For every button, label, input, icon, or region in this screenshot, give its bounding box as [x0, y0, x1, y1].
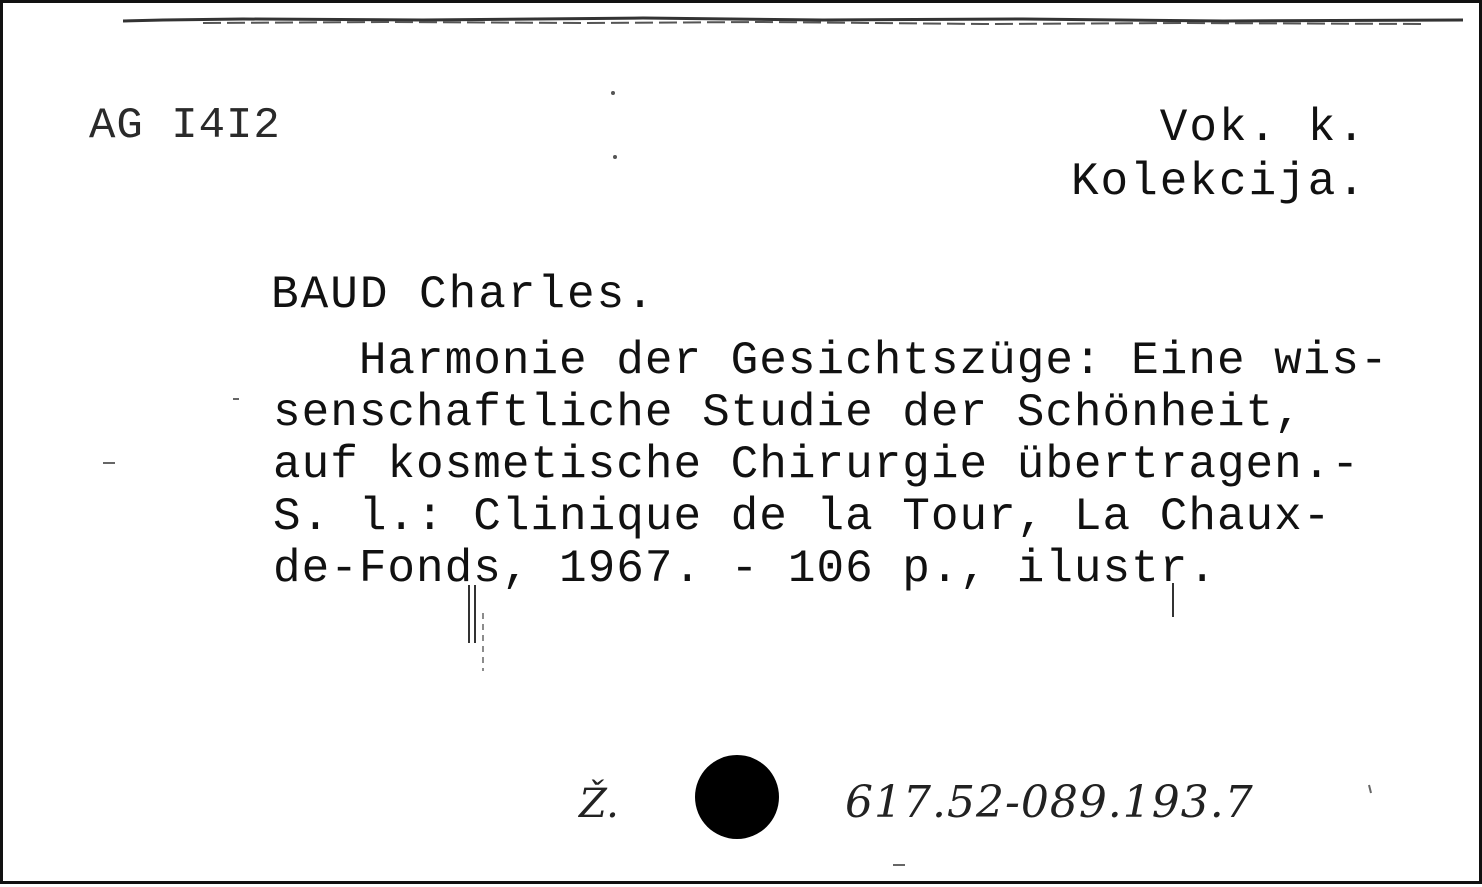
collection-line-1: Vok. k. — [1159, 102, 1367, 154]
collection-line-2: Kolekcija. — [1070, 156, 1367, 208]
description-line: de-Fonds, 1967. - 106 p., ilustr. — [273, 543, 1217, 595]
bibliographic-description — [273, 335, 1473, 595]
description-line: auf kosmetische Chirurgie übertragen.- — [273, 439, 1360, 491]
collection-label — [1071, 101, 1367, 209]
description-line: Harmonie der Gesichtszüge: Eine wis- — [273, 335, 1389, 387]
description-line: S. l.: Clinique de la Tour, La Chaux- — [273, 491, 1332, 543]
filled-dot-icon — [695, 755, 779, 839]
call-number: AG I4I2 — [89, 101, 281, 151]
author-heading: BAUD Charles. — [271, 269, 656, 321]
card-footer — [579, 755, 1339, 855]
udc-classification: 617.52-089.193.7 — [845, 777, 1254, 828]
top-edge-smudge — [123, 11, 1463, 29]
description-line: senschaftliche Studie der Schönheit, — [273, 387, 1303, 439]
footer-letter-mark: Ž. — [579, 781, 619, 827]
